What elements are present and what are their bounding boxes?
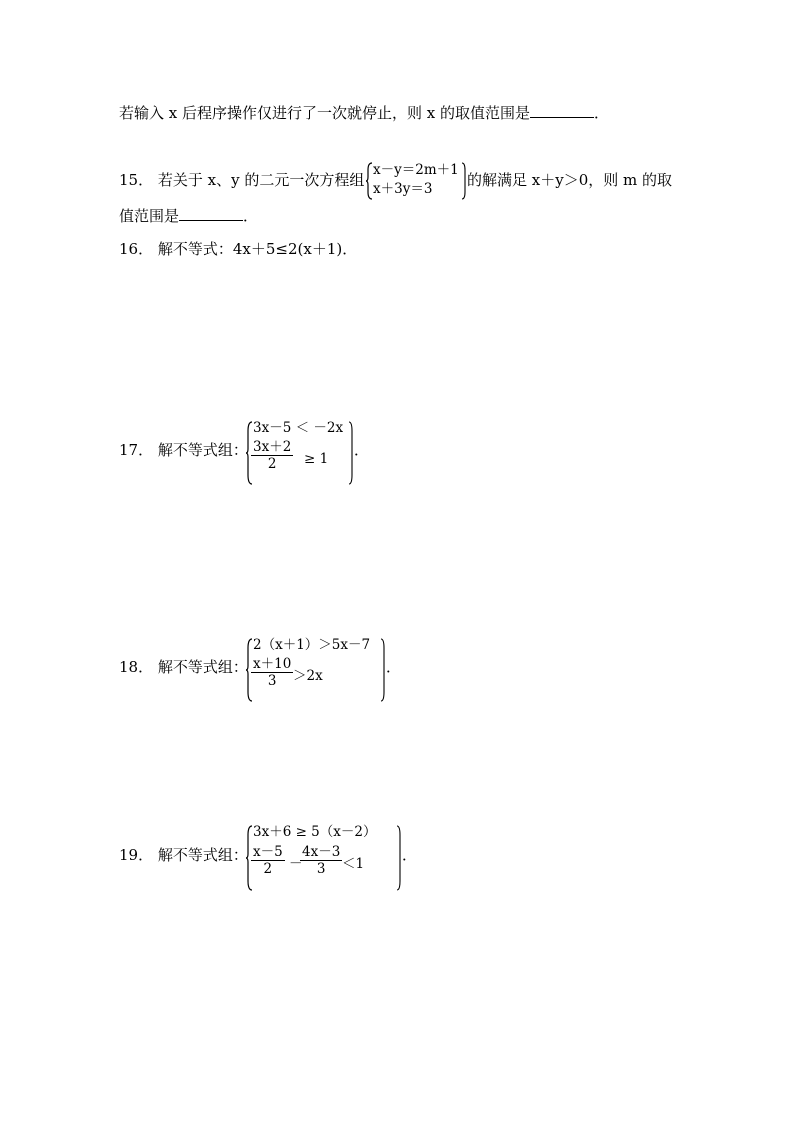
numerator: 4x－3 [302,844,341,860]
answer-blank [530,104,594,118]
problem-number: 17． [119,441,154,459]
problem-18-label-line [119,658,248,676]
fraction [251,656,293,689]
fraction [251,439,293,472]
period: ． [386,658,402,676]
problem-label: 解不等式组： [157,441,248,459]
denominator: 2 [263,861,273,877]
problem-number: 18． [119,658,154,676]
answer-blank [179,207,243,221]
inequality-1: 3x＋6 ≥ 5（x－2） [253,824,377,840]
problem-label: 解不等式组： [157,658,248,676]
problem-15-post: 的解满足 x＋y＞0，则 m 的取 [467,171,673,189]
problem-15-line2 [119,207,258,225]
numerator: 3x＋2 [253,439,292,455]
inequality-1: 2（x＋1）＞5x－7 [253,637,371,653]
problem-15-line1 [119,171,364,189]
problem-17-label-line [119,441,248,459]
period: ． [354,441,370,459]
problem-label: 解不等式组： [157,846,248,864]
problem-16-text: 解不等式：4x＋5≤2(x＋1)． [157,240,358,258]
inequality-1: 3x－5 ＜ －2x [253,420,344,436]
numerator: x－5 [253,844,283,860]
problem-15-line2-text: 值范围是 [119,207,180,225]
denominator: 3 [316,861,326,877]
relation: ＜1 [342,856,365,872]
denominator: 2 [267,456,277,472]
denominator: 3 [267,673,277,689]
problem-14-tail [119,104,609,122]
equation-1: x－y＝2m＋1 [373,162,459,178]
problem-19-label-line [119,846,248,864]
fraction-1 [251,844,285,877]
problem-14-text: 若输入 x 后程序操作仅进行了一次就停止，则 x 的取值范围是 [119,104,530,122]
numerator: x＋10 [253,656,292,672]
problem-16 [119,240,357,258]
period: ． [594,104,610,122]
period: ． [243,207,259,225]
fraction-2 [300,844,342,877]
problem-15-pre: 若关于 x、y 的二元一次方程组 [157,171,365,189]
relation: ≥ 1 [304,451,329,467]
minus-sign: － [289,856,303,872]
problem-number: 16． [119,240,154,258]
problem-number: 19． [119,846,154,864]
relation: ＞2x [293,668,323,684]
problem-number: 15． [119,171,154,189]
equation-2: x＋3y＝3 [373,181,433,197]
period: ． [402,846,418,864]
